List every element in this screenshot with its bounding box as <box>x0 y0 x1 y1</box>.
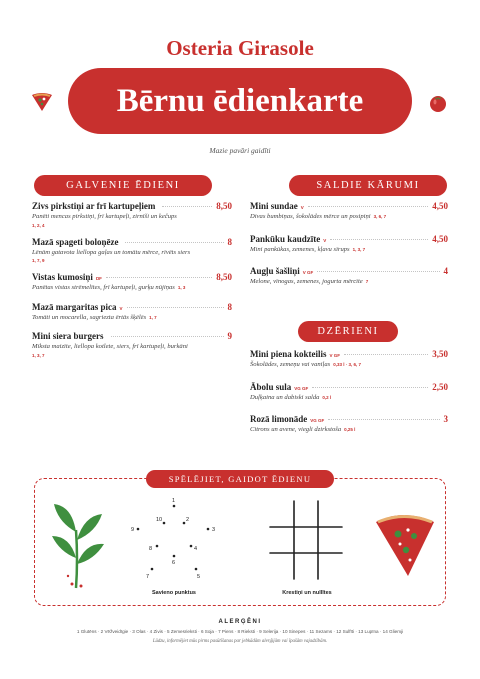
item-tag: VG GF <box>310 418 325 424</box>
dot-label: 7 <box>146 574 150 580</box>
allergens-title: ALERĢĒNI <box>218 619 262 625</box>
item-name: Mazā margaritas pica <box>32 301 117 312</box>
menu-item <box>32 331 232 358</box>
item-description <box>250 246 448 255</box>
item-price: 8,50 <box>216 272 232 283</box>
item-price: 4,50 <box>432 201 448 211</box>
item-tag: V <box>300 205 304 210</box>
menu-title: Bērnu ēdienkarte <box>116 83 364 119</box>
drinks-list <box>250 349 448 442</box>
dot-label: 3 <box>212 527 216 533</box>
item-price: 3,50 <box>432 349 448 359</box>
item-name: Vistas kumosiņi <box>32 272 93 283</box>
item-price: 4,50 <box>432 233 448 244</box>
dot-label: 6 <box>172 560 176 566</box>
item-price: 8 <box>227 236 232 247</box>
menu-item <box>32 302 232 323</box>
item-tag: V <box>119 305 123 311</box>
item-allergens: 1, 7 <box>149 314 157 320</box>
dot-label: 2 <box>186 517 190 523</box>
dot-label: 8 <box>149 546 153 552</box>
pizza-slice-icon <box>374 512 436 578</box>
item-description-text: Duļķaina un dabiski salda <box>250 393 320 401</box>
menu-item <box>250 266 448 287</box>
item-price: 8 <box>227 301 232 312</box>
leader-dots <box>330 239 428 240</box>
item-allergens: 1, 3 <box>177 285 186 291</box>
item-price: 9 <box>227 331 232 342</box>
item-price: 2,50 <box>432 381 448 392</box>
allergens-list: 1 Glutēns · 2 Vēžveidīgie · 3 Olas · 4 Zivis · 5 Zemesrieksti · 6 Soja · 7 Piens · 8 Rieksti · 9 Selerija · 10 Sinepes · 11 Sezams · 12 Sulfīti · 13 Lupīna · 14 Gliemji <box>76 629 404 634</box>
item-description-text: Mini pankūkas, zemenes, kļavu sīrups <box>250 245 350 253</box>
item-description <box>250 213 448 222</box>
item-description-text: Tomāti un mocarella, sagriezta ērtās šķēlēs <box>32 313 147 321</box>
item-price: 4 <box>443 266 448 277</box>
item-description-text: Panētas vistas strēmelītes, frī kartupeļi, gurķu nūjiņas <box>32 284 175 292</box>
menu-item <box>250 234 448 255</box>
games-title: SPĒLĒJIET, GAIDOT ĒDIENU <box>146 470 334 488</box>
dot-label: 9 <box>131 527 135 533</box>
item-allergens: 1, 2, 4 <box>32 222 45 228</box>
item-tag: V GF <box>329 353 341 358</box>
item-tag: DF <box>95 276 102 282</box>
item-allergens: 3, 6, 7 <box>373 214 387 219</box>
leader-dots <box>328 419 439 420</box>
leader-dots <box>125 242 223 243</box>
allergens-note: Lūdzu, informējiet mūs pirms pasūtīšanas par jebkādām alerģijām vai īpašām vajadzībām. <box>152 639 328 644</box>
tictactoe-caption: Krestiņi un nullītes <box>282 590 332 596</box>
item-description: Lēnām gatavota liellopa gaļas un tomātu mērce, rīvēts siers <box>32 248 191 256</box>
leader-dots <box>317 271 439 272</box>
item-allergens: 7 <box>365 279 369 285</box>
item-allergens: 0,2 l <box>322 394 332 400</box>
pizza-slice-icon <box>31 90 53 112</box>
item-description <box>250 278 448 287</box>
menu-item <box>250 349 448 370</box>
item-tag: V GF <box>302 270 314 276</box>
item-name: Rozā limonāde <box>250 414 308 425</box>
menu-item <box>32 272 232 293</box>
item-description <box>32 284 232 293</box>
item-tag: VG GF <box>294 385 309 391</box>
item-name: Mini sundae <box>250 201 298 211</box>
item-description <box>250 426 448 435</box>
item-allergens: 0,25 l <box>344 427 356 433</box>
leader-dots <box>312 387 428 388</box>
item-description-text: Melone, vīnogas, zemenes, jogurta mērcīte <box>250 278 363 286</box>
desserts-list <box>250 201 448 294</box>
dot-label: 5 <box>197 574 201 580</box>
section-title-main: GALVENIE ĒDIENI <box>34 175 212 196</box>
item-name: Ābolu sula <box>250 381 292 392</box>
item-description-text: Šokolādes, zemeņu vai vaniļas <box>250 361 331 368</box>
connect-dots-game[interactable] <box>124 494 224 582</box>
section-title-drinks: DZĒRIENI <box>298 321 398 342</box>
item-allergens: 1, 3, 7 <box>352 246 366 252</box>
main-dishes-list <box>32 201 232 365</box>
item-name: Pankūku kaudzīte <box>250 233 321 244</box>
leader-dots <box>127 307 224 308</box>
dot-label: 10 <box>156 517 163 523</box>
leader-dots <box>344 354 428 355</box>
dot-label: 1 <box>172 498 176 504</box>
item-allergens: 1, 3, 7 <box>32 352 45 358</box>
dots-caption: Savieno punktus <box>151 590 196 596</box>
menu-item <box>250 414 448 435</box>
item-allergens: 0,33 l · 3, 6, 7 <box>333 362 361 367</box>
leader-dots <box>111 336 224 337</box>
menu-title-banner <box>68 68 412 134</box>
leader-dots <box>162 206 212 207</box>
restaurant-name: Osteria Girasole <box>166 36 314 60</box>
tomato-icon <box>427 92 449 112</box>
leader-dots <box>308 206 428 207</box>
item-description: Panēti mencas pirkstiņi, frī kartupeļi, zirnīši un kečups <box>32 213 177 220</box>
dot-label: 4 <box>194 546 198 552</box>
leader-dots <box>106 277 212 278</box>
menu-item <box>32 237 232 264</box>
item-description <box>250 394 448 403</box>
tic-tac-toe-grid[interactable] <box>268 497 344 583</box>
tagline: Mazie pavāri gaidīti <box>209 146 271 155</box>
item-name: Mazā spageti boloņēze <box>32 236 119 247</box>
basil-leaves-icon <box>50 500 110 590</box>
item-description-text: Citrons un avene, viegli dzirkstoša <box>250 426 342 434</box>
item-description <box>250 361 448 370</box>
item-description-text: Divas bumbiņas, šokolādes mērce un posipiņi <box>250 213 371 220</box>
section-title-desserts: SALDIE KĀRUMI <box>289 175 447 196</box>
item-description: Mīksta maizīte, liellopa kotlete, siers, frī kartupeļi, burkāni <box>32 343 188 351</box>
item-tag: V <box>323 237 327 243</box>
menu-item <box>250 382 448 403</box>
item-price: 3 <box>443 414 448 425</box>
menu-item <box>32 201 232 228</box>
item-name: Augļu šašliņi <box>250 266 300 277</box>
item-name: Zivs pirkstiņi ar frī kartupeļiem <box>32 201 156 211</box>
menu-item <box>250 201 448 222</box>
item-allergens: 1, 7, 9 <box>32 258 45 264</box>
item-price: 8,50 <box>216 201 232 211</box>
item-name: Mini siera burgers <box>32 331 104 342</box>
item-description <box>32 314 232 323</box>
item-name: Mini piena kokteilis <box>250 349 327 359</box>
